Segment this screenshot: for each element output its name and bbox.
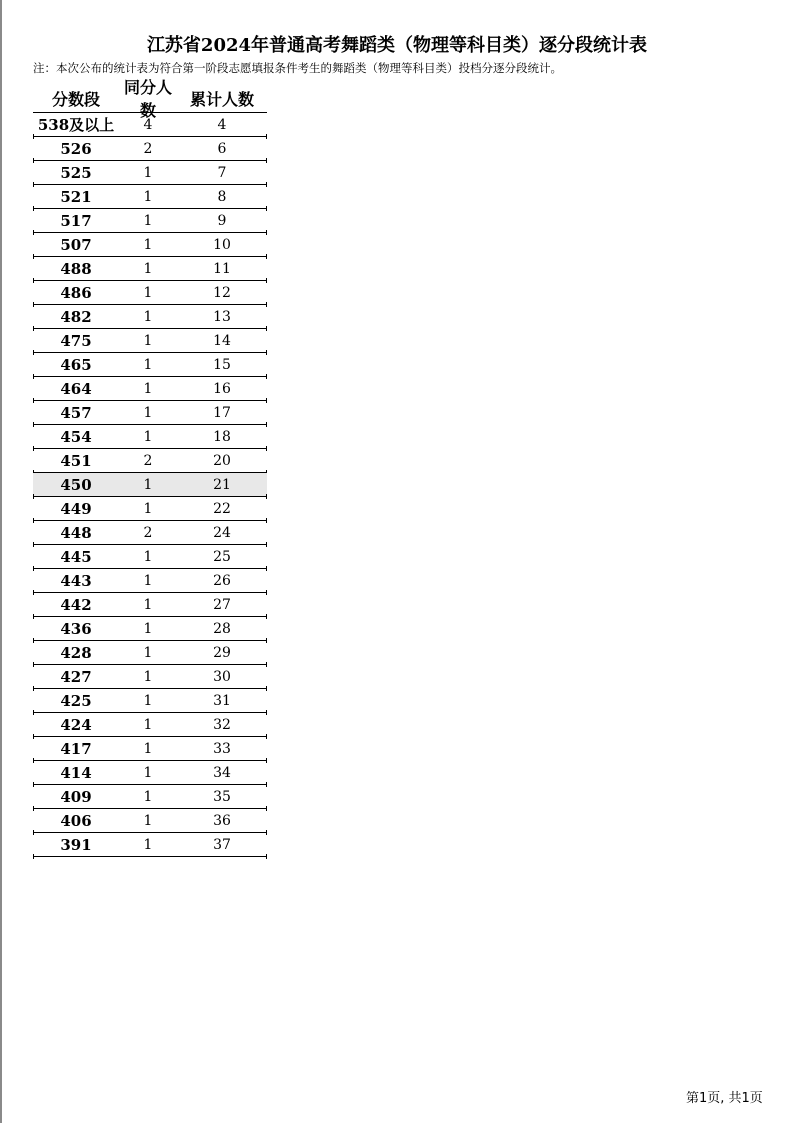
cell-score: 450	[60, 475, 92, 494]
cell-cumulative: 14	[213, 332, 231, 349]
cell-score: 475	[60, 331, 92, 350]
table-row[interactable]	[33, 425, 267, 449]
cell-score: 391	[60, 835, 92, 854]
cell-cumulative: 7	[217, 164, 227, 181]
cell-same-count: 1	[143, 548, 153, 565]
cell-score: 451	[60, 451, 92, 470]
cell-cumulative: 20	[213, 452, 231, 469]
cell-same-count: 1	[143, 788, 153, 805]
cell-score: 427	[60, 667, 92, 686]
cell-score: 448	[60, 523, 92, 542]
cell-score: 457	[60, 403, 92, 422]
cell-score: 428	[60, 643, 92, 662]
cell-score: 449	[60, 499, 92, 518]
cell-same-count: 1	[143, 236, 153, 253]
table-header	[33, 78, 267, 120]
cell-cumulative: 30	[213, 668, 231, 685]
cell-score: 517	[60, 211, 92, 230]
cell-cumulative: 8	[217, 188, 227, 205]
table-row[interactable]	[33, 809, 267, 833]
cell-same-count: 2	[143, 140, 153, 157]
table-row[interactable]	[33, 209, 267, 233]
table-row[interactable]	[33, 521, 267, 545]
header-same-count: 同分人数	[123, 78, 172, 120]
cell-same-count: 2	[143, 524, 153, 541]
cell-same-count: 1	[143, 668, 153, 685]
cell-cumulative: 33	[213, 740, 231, 757]
cell-score: 488	[60, 259, 92, 278]
cell-score: 507	[60, 235, 92, 254]
cell-cumulative: 35	[213, 788, 231, 805]
cell-cumulative: 6	[217, 140, 227, 157]
page-footer: 第1页, 共1页	[686, 1091, 763, 1106]
table-row[interactable]	[33, 137, 267, 161]
score-table	[33, 78, 267, 857]
table-row[interactable]	[33, 617, 267, 641]
cell-cumulative: 28	[213, 620, 231, 637]
cell-cumulative: 24	[213, 524, 231, 541]
table-row[interactable]	[33, 353, 267, 377]
cell-same-count: 1	[143, 476, 153, 493]
cell-cumulative: 16	[213, 380, 231, 397]
cell-cumulative: 22	[213, 500, 231, 517]
cell-score: 406	[60, 811, 92, 830]
cell-cumulative: 37	[213, 836, 231, 853]
table-row[interactable]	[33, 305, 267, 329]
page-left-border	[0, 0, 2, 1123]
table-row[interactable]	[33, 761, 267, 785]
header-cumulative: 累计人数	[189, 89, 254, 109]
table-row[interactable]	[33, 377, 267, 401]
table-row[interactable]	[33, 665, 267, 689]
cell-same-count: 1	[143, 692, 153, 709]
cell-score: 436	[60, 619, 92, 638]
table-row[interactable]	[33, 281, 267, 305]
cell-score: 443	[60, 571, 92, 590]
table-row[interactable]	[33, 641, 267, 665]
table-row[interactable]	[33, 113, 267, 137]
table-row[interactable]	[33, 185, 267, 209]
cell-same-count: 1	[143, 572, 153, 589]
cell-same-count: 1	[143, 308, 153, 325]
cell-cumulative: 4	[217, 116, 227, 133]
table-row[interactable]	[33, 161, 267, 185]
cell-score: 486	[60, 283, 92, 302]
cell-same-count: 2	[143, 452, 153, 469]
table-row[interactable]	[33, 257, 267, 281]
cell-same-count: 1	[143, 428, 153, 445]
cell-cumulative: 34	[213, 764, 231, 781]
cell-same-count: 4	[143, 116, 153, 133]
table-row[interactable]	[33, 785, 267, 809]
cell-cumulative: 25	[213, 548, 231, 565]
cell-cumulative: 17	[213, 404, 231, 421]
cell-cumulative: 12	[213, 284, 231, 301]
cell-cumulative: 15	[213, 356, 231, 373]
table-row[interactable]	[33, 545, 267, 569]
cell-cumulative: 21	[213, 476, 231, 493]
cell-cumulative: 36	[213, 812, 231, 829]
cell-cumulative: 9	[217, 212, 227, 229]
cell-score: 417	[60, 739, 92, 758]
cell-score: 525	[60, 163, 92, 182]
cell-score: 454	[60, 427, 92, 446]
header-score: 分数段	[51, 89, 100, 109]
cell-same-count: 1	[143, 356, 153, 373]
cell-cumulative: 27	[213, 596, 231, 613]
cell-same-count: 1	[143, 644, 153, 661]
table-row[interactable]	[33, 473, 267, 497]
table-row[interactable]	[33, 497, 267, 521]
cell-cumulative: 29	[213, 644, 231, 661]
table-body	[33, 113, 267, 857]
cell-score: 445	[60, 547, 92, 566]
table-row[interactable]	[33, 401, 267, 425]
cell-same-count: 1	[143, 164, 153, 181]
table-row[interactable]	[33, 233, 267, 257]
cell-score: 464	[60, 379, 92, 398]
cell-score: 538及以上	[37, 116, 115, 134]
cell-same-count: 1	[143, 404, 153, 421]
cell-same-count: 1	[143, 188, 153, 205]
cell-same-count: 1	[143, 380, 153, 397]
cell-score: 526	[60, 139, 92, 158]
cell-same-count: 1	[143, 836, 153, 853]
page-title: 江苏省2024年普通高考舞蹈类（物理等科目类）逐分段统计表	[146, 35, 648, 56]
cell-same-count: 1	[143, 716, 153, 733]
cell-same-count: 1	[143, 620, 153, 637]
cell-score: 424	[60, 715, 92, 734]
cell-score: 425	[60, 691, 92, 710]
table-row[interactable]	[33, 833, 267, 857]
cell-cumulative: 18	[213, 428, 231, 445]
cell-cumulative: 31	[213, 692, 231, 709]
table-row[interactable]	[33, 329, 267, 353]
table-row[interactable]	[33, 569, 267, 593]
cell-cumulative: 32	[213, 716, 231, 733]
cell-same-count: 1	[143, 764, 153, 781]
cell-score: 465	[60, 355, 92, 374]
note-text: 注：本次公布的统计表为符合第一阶段志愿填报条件考生的舞蹈类（物理等科目类）投档分逐分段统计。	[33, 61, 562, 75]
cell-same-count: 1	[143, 500, 153, 517]
table-row[interactable]	[33, 449, 267, 473]
table-row[interactable]	[33, 737, 267, 761]
cell-score: 409	[60, 787, 92, 806]
cell-same-count: 1	[143, 212, 153, 229]
cell-same-count: 1	[143, 596, 153, 613]
cell-same-count: 1	[143, 812, 153, 829]
cell-score: 442	[60, 595, 92, 614]
cell-score: 414	[60, 763, 92, 782]
cell-same-count: 1	[143, 332, 153, 349]
cell-same-count: 1	[143, 740, 153, 757]
table-row[interactable]	[33, 713, 267, 737]
table-row[interactable]	[33, 593, 267, 617]
cell-cumulative: 13	[213, 308, 231, 325]
cell-cumulative: 26	[213, 572, 231, 589]
cell-cumulative: 11	[213, 260, 231, 277]
cell-cumulative: 10	[213, 236, 231, 253]
cell-same-count: 1	[143, 260, 153, 277]
cell-score: 521	[60, 187, 92, 206]
table-row[interactable]	[33, 689, 267, 713]
cell-same-count: 1	[143, 284, 153, 301]
cell-score: 482	[60, 307, 92, 326]
